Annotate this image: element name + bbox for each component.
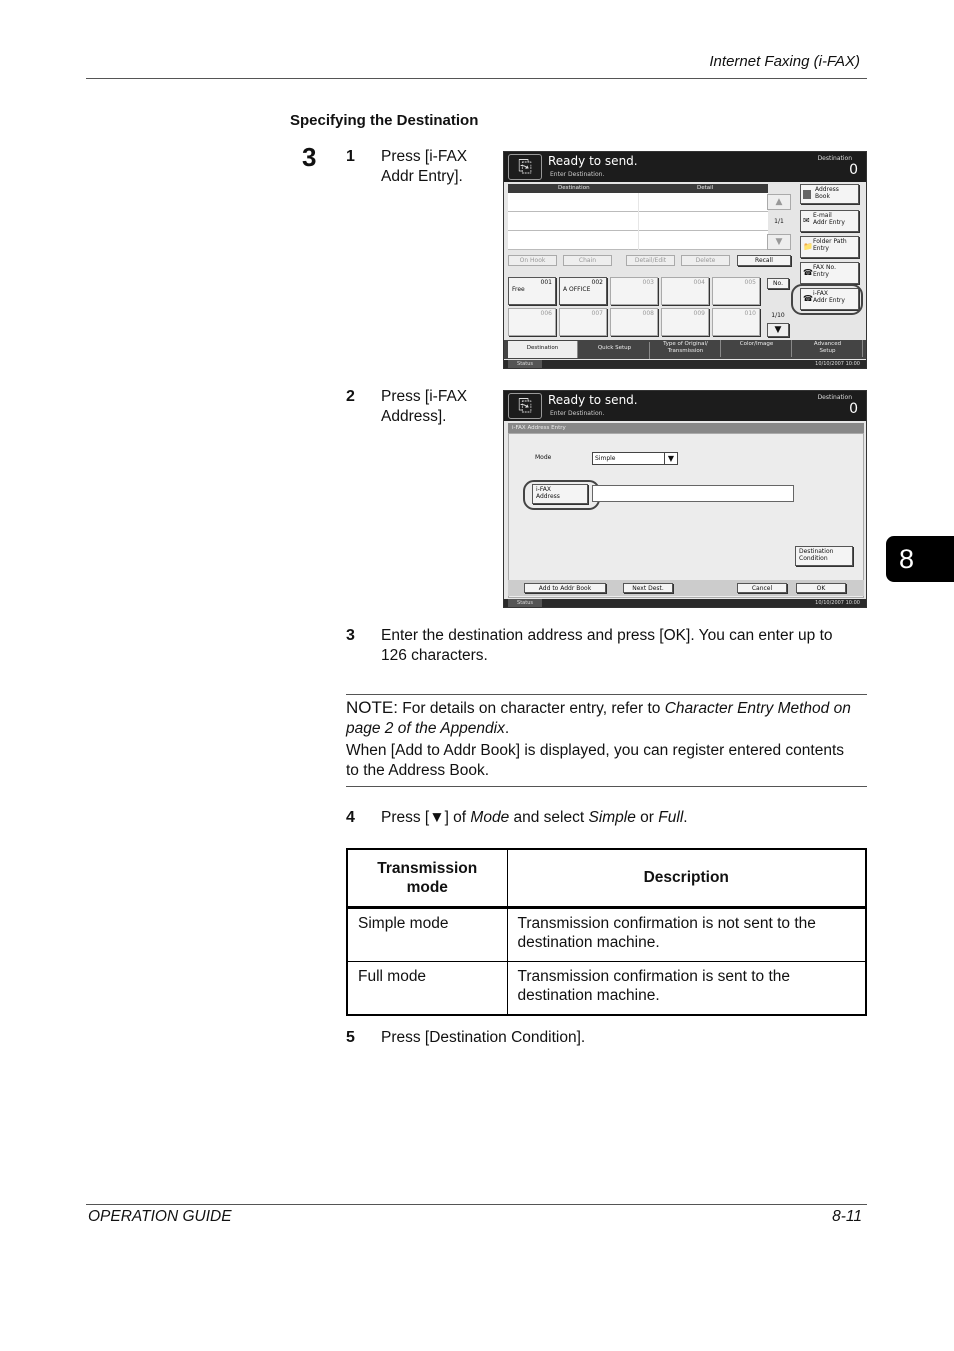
email-label-1: E-mail [813,212,832,219]
step-1-line1: Press [i-FAX [381,148,468,165]
key-page-indicator: 1/10 [771,312,785,319]
one-touch-key[interactable] [508,277,556,305]
screen-send-main [503,151,867,369]
section-title: Specifying the Destination [290,112,479,129]
one-touch-key[interactable] [559,277,607,305]
one-touch-key-number: 002 [591,279,603,286]
ready-message: Ready to send. [548,393,638,407]
one-touch-key-name: Free [512,286,525,293]
note-line-2: to the Address Book. [346,762,490,779]
dest-cond-label-1: Destination [799,548,834,555]
header-description: Description [507,849,866,907]
add-to-addr-book-button[interactable]: Add to Addr Book [524,583,606,593]
function-tabs [504,340,867,359]
step-4-or: or [635,809,659,826]
email-label-2: Addr Entry [813,219,845,226]
status-button[interactable]: Status [508,360,542,368]
table-header-row [347,849,866,907]
send-icon: ⎘ [508,393,542,419]
step-4-full: Full [658,809,684,826]
step-4-mid: and select [509,809,589,826]
one-touch-key[interactable] [559,308,607,336]
next-dest-button[interactable]: Next Dest. [623,583,673,593]
table-cell-mode: Simple mode [347,907,507,961]
chain-button[interactable]: Chain [563,255,612,266]
address-book-label: Address Book [815,186,839,200]
folder-label-1: Folder Path [813,238,847,245]
one-touch-key-number: 003 [642,279,654,286]
one-touch-key-name: A OFFICE [563,286,591,293]
chapter-tab: 8 [886,536,954,582]
ifax-address-input[interactable] [592,485,794,502]
destination-count: 0 [849,162,858,178]
tab-adv-line2: Setup [819,348,836,354]
footer-rule [86,1204,867,1205]
one-touch-key[interactable] [712,308,760,336]
dest-cond-label-2: Condition [799,555,828,562]
status-bar [504,360,866,368]
entry-panel [508,433,864,598]
status-button[interactable]: Status [508,599,542,607]
ifax-address-label-2: Address [536,493,560,500]
ifax-icon: ☎ [803,294,813,303]
one-touch-key-number: 004 [693,279,705,286]
note-reference: Character Entry Method on page 2 of the Appendix [346,700,851,737]
note-top-rule [346,694,867,695]
email-addr-entry-button[interactable] [800,210,859,232]
destination-row[interactable] [508,212,638,231]
col-destination: Destination [558,185,590,191]
step-1-number: 1 [346,148,355,165]
destination-count: 0 [849,401,858,417]
major-step-number: 3 [302,142,317,172]
ifax-label-2: Addr Entry [813,297,845,304]
transmission-mode-table [346,848,867,1016]
note-bottom-rule [346,786,867,787]
col-detail: Detail [697,185,714,191]
scroll-down-button[interactable]: ▼ [767,234,791,250]
one-touch-key[interactable] [610,277,658,305]
one-touch-key[interactable] [661,277,709,305]
header-transmission-mode: Transmission mode [347,849,507,907]
one-touch-key-number: 005 [744,279,756,286]
highlight-circle [523,480,600,510]
address-book-icon [803,190,811,199]
on-hook-button[interactable]: On Hook [508,255,557,266]
one-touch-key-number: 010 [744,310,756,317]
step-3-line1: Enter the destination address and press [OK]. You can enter up to [381,627,833,644]
step-5-text: Press [Destination Condition]. [381,1029,586,1046]
highlight-circle [791,284,863,315]
step-4-mode: Mode [470,809,510,826]
step-3-number: 3 [346,627,355,644]
key-scroll-down-button[interactable]: ▼ [767,323,789,337]
list-page-indicator: 1/1 [774,218,784,225]
note-paragraph-2 [346,741,867,781]
step-4-pre: Press [▼] of [381,809,471,826]
step-4-simple: Simple [588,809,636,826]
fax-label-2: Entry [813,271,829,278]
one-touch-key-number: 007 [591,310,603,317]
one-touch-key-number: 006 [540,310,552,317]
ifax-address-label-1: i-FAX [536,486,551,493]
folder-path-entry-button[interactable] [800,236,859,258]
ifax-label-1: i-FAX [813,290,828,297]
status-bar [504,599,866,607]
one-touch-key-number: 009 [693,310,705,317]
detail-cell [639,212,768,231]
table-row [347,907,866,961]
note-text-pre: For details on character entry, refer to [397,700,665,717]
destination-label: Destination [817,155,852,162]
tab-color-image[interactable]: Color/Image [722,340,792,357]
destination-row[interactable] [508,231,638,250]
ready-message: Ready to send. [548,154,638,168]
send-icon: ⎘ [508,154,542,180]
ok-button[interactable]: OK [796,583,846,593]
screen-ifax-address-entry [503,390,867,608]
destination-label: Destination [817,394,852,401]
dropdown-arrow-icon[interactable]: ▼ [664,453,677,464]
folder-icon: 📁 [803,242,813,251]
running-header: Internet Faxing (i-FAX) [709,53,860,70]
step-2-line1: Press [i-FAX [381,388,468,405]
fax-no-entry-button[interactable] [800,262,859,284]
tab-destination[interactable]: Destination [508,341,578,358]
folder-label-2: Entry [813,245,829,252]
destination-list-header [508,184,768,193]
header-rule [86,78,867,79]
footer-page-number: 8-11 [832,1208,862,1225]
mode-label: Mode [535,454,552,461]
table-cell-mode: Full mode [347,961,507,1015]
destination-condition-button[interactable] [795,546,853,566]
note-label: NOTE: [346,698,398,717]
step-4-end: . [683,809,688,826]
step-1-text [381,147,467,187]
delete-button[interactable]: Delete [681,255,730,266]
fax-icon: ☎ [803,268,813,277]
tab-advanced-setup[interactable] [793,340,863,357]
step-3-line2: 126 characters. [381,647,488,664]
footer-guide-title: OPERATION GUIDE [88,1208,232,1225]
enter-message: Enter Destination. [550,410,605,417]
note-line-1: When [Add to Addr Book] is displayed, you can register entered contents [346,742,845,759]
table-row [347,961,866,1015]
one-touch-key-number: 008 [642,310,654,317]
destination-row[interactable] [508,193,638,212]
email-icon: ✉ [803,216,810,225]
status-datetime: 10/10/2007 10:00 [815,600,860,606]
tab-type-line1: Type of Original/ [663,341,708,347]
step-2-text [381,387,467,427]
step-2-number: 2 [346,388,355,405]
mode-value: Simple [595,455,616,462]
section-title-bar: i-FAX Address Entry [508,423,864,433]
status-datetime: 10/10/2007 10:00 [815,361,860,367]
detail-cell [639,231,768,250]
one-touch-key[interactable] [712,277,760,305]
step-2-line2: Address]. [381,408,447,425]
step-5-number: 5 [346,1029,355,1046]
one-touch-key[interactable] [661,308,709,336]
tab-adv-line1: Advanced [813,341,842,347]
address-book-button[interactable] [800,184,859,204]
one-touch-key[interactable] [508,308,556,336]
table-cell-description: Transmission confirmation is not sent to the destination machine. [507,907,866,961]
recall-button[interactable]: Recall [737,255,791,266]
note-paragraph-1 [346,698,867,739]
tab-quick-setup[interactable]: Quick Setup [580,342,650,359]
screen-top-bar [504,391,866,421]
one-touch-key[interactable] [610,308,658,336]
scroll-up-button[interactable]: ▲ [767,194,791,210]
number-button[interactable]: No. [767,278,789,289]
tab-type-line2: Transmission [667,348,704,354]
detail-edit-button[interactable]: Detail/Edit [626,255,675,266]
step-1-line2: Addr Entry]. [381,168,463,185]
step-4-number: 4 [346,809,355,826]
fax-label-1: FAX No. [813,264,836,271]
tab-type-of-original[interactable] [651,340,721,357]
enter-message: Enter Destination. [550,171,605,178]
step-3-text [381,626,867,666]
note-text-end: . [504,720,510,737]
step-4-text [381,808,688,828]
screen-top-bar [504,152,866,182]
cancel-button[interactable]: Cancel [737,583,787,593]
one-touch-key-number: 001 [540,279,552,286]
detail-cell [639,193,768,212]
table-cell-description: Transmission confirmation is sent to the destination machine. [507,961,866,1015]
mode-select[interactable] [592,452,678,465]
